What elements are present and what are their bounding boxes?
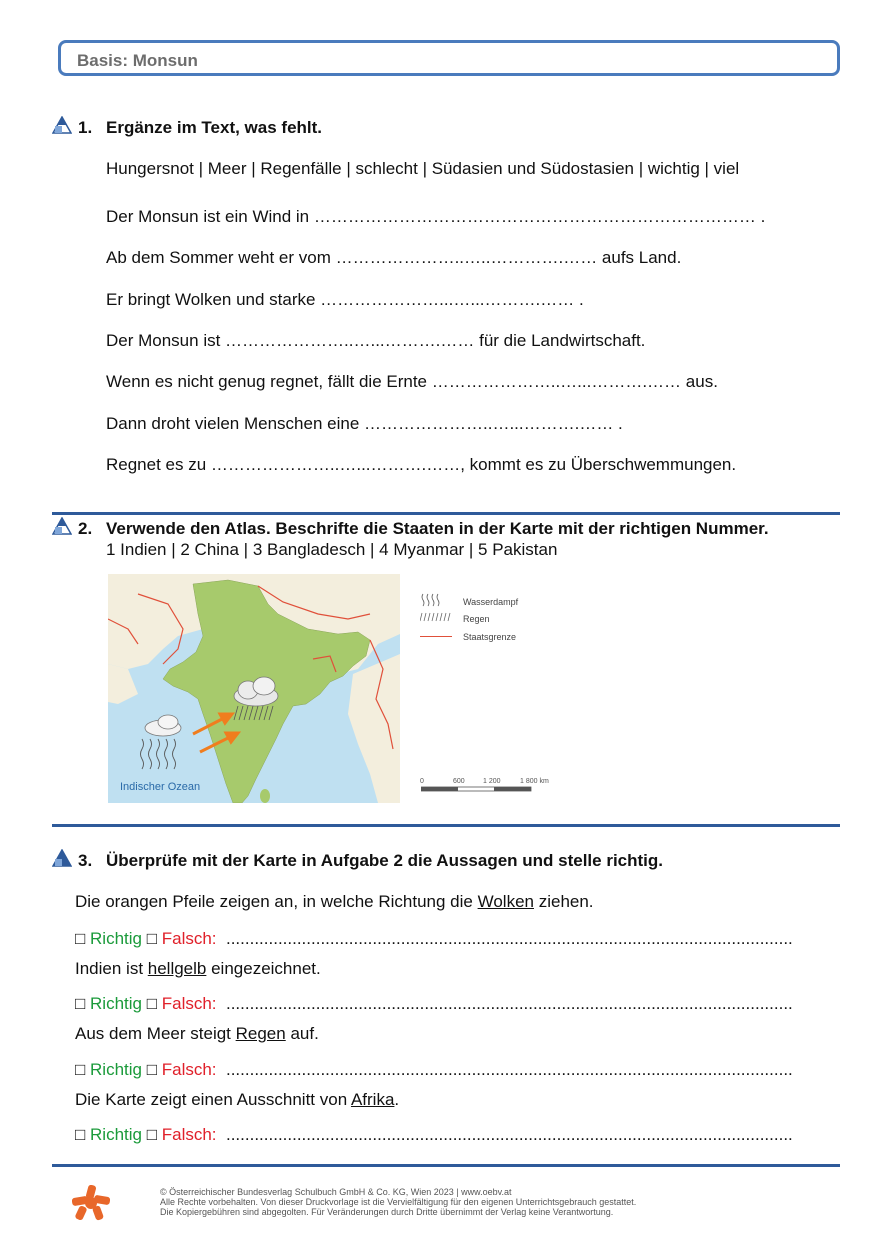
section-divider	[52, 1164, 840, 1167]
monsoon-map	[108, 574, 400, 803]
answer-line[interactable]: ........................................................................................................................	[225, 929, 793, 948]
legend-label: Staatsgrenze	[463, 632, 517, 642]
richtig-label: Richtig	[90, 929, 142, 948]
richtig-checkbox[interactable]: □	[75, 1125, 86, 1144]
falsch-label: Falsch:	[161, 1125, 217, 1144]
sentence-5: Wenn es nicht genug regnet, fällt die Ernte …………………..…...……….…… aus.	[106, 372, 718, 391]
task3-title: Überprüfe mit der Karte in Aufgabe 2 die Aussagen und stelle richtig.	[106, 851, 664, 870]
rain-legend-icon	[420, 612, 452, 622]
falsch-label: Falsch:	[161, 1060, 217, 1079]
ocean-label: Indischer Ozean	[120, 781, 201, 793]
task2-number: 2.	[78, 519, 93, 538]
sentence-7: Regnet es zu …………………..…...……….……, kommt es zu Überschwemmungen.	[106, 455, 737, 474]
water-vapor-legend-icon	[420, 592, 440, 608]
richtig-checkbox[interactable]: □	[75, 1060, 86, 1079]
scale-bar	[421, 786, 533, 792]
sentence-3: Er bringt Wolken und starke …………………...…...……….…… .	[106, 290, 584, 309]
falsch-label: Falsch:	[161, 929, 217, 948]
answer-row-2	[75, 994, 837, 1014]
country-options: 1 Indien | 2 China | 3 Bangladesch | 4 Myanmar | 5 Pakistan	[106, 540, 558, 559]
falsch-checkbox[interactable]: □	[146, 1125, 157, 1144]
richtig-label: Richtig	[90, 1125, 142, 1144]
sri-lanka-region	[260, 789, 270, 803]
scale-tick: 600	[453, 778, 465, 785]
section-divider	[52, 824, 840, 827]
richtig-checkbox[interactable]: □	[75, 994, 86, 1013]
task1-title: Ergänze im Text, was fehlt.	[106, 118, 323, 137]
legend-label: Regen	[463, 614, 490, 624]
richtig-label: Richtig	[90, 1060, 142, 1079]
falsch-checkbox[interactable]: □	[146, 1060, 157, 1079]
falsch-checkbox[interactable]: □	[146, 929, 157, 948]
page-title: Basis: Monsun	[77, 51, 198, 70]
statement-4: Die Karte zeigt einen Ausschnitt von Afrika.	[75, 1090, 400, 1109]
header-box	[58, 40, 840, 76]
publisher-logo-icon	[72, 1185, 110, 1221]
task2-title: Verwende den Atlas. Beschrifte die Staaten in der Karte mit der richtigen Nummer.	[106, 519, 769, 538]
answer-line[interactable]: ........................................................................................................................	[225, 1125, 793, 1144]
task3-number: 3.	[78, 851, 93, 870]
richtig-checkbox[interactable]: □	[75, 929, 86, 948]
statement-1: Die orangen Pfeile zeigen an, in welche Richtung die Wolken ziehen.	[75, 892, 594, 911]
falsch-checkbox[interactable]: □	[146, 994, 157, 1013]
sentence-6: Dann droht vielen Menschen eine …………………..…...……….…… .	[106, 414, 623, 433]
scale-tick: 1 200	[483, 778, 501, 785]
answer-row-1	[75, 929, 837, 949]
sentence-2: Ab dem Sommer weht er vom …………………..…..………….…… aufs Land.	[106, 248, 682, 267]
answer-row-3	[75, 1060, 837, 1080]
section-divider	[52, 512, 840, 515]
sentence-1: Der Monsun ist ein Wind in …………………………………………………………………… .	[106, 207, 766, 226]
scale-tick: 1 800 km	[520, 778, 549, 785]
answer-line[interactable]: ........................................................................................................................	[225, 1060, 793, 1079]
answer-row-4	[75, 1125, 837, 1145]
difficulty-icon	[52, 849, 72, 867]
statement-2: Indien ist hellgelb eingezeichnet.	[75, 959, 321, 978]
difficulty-icon	[52, 116, 72, 134]
falsch-label: Falsch:	[161, 994, 217, 1013]
task1-number: 1.	[78, 118, 93, 137]
legend-label: Wasserdampf	[463, 597, 519, 607]
scale-tick: 0	[420, 778, 424, 785]
statement-3: Aus dem Meer steigt Regen auf.	[75, 1024, 319, 1043]
difficulty-icon	[52, 517, 72, 535]
word-bank: Hungersnot | Meer | Regenfälle | schlecht | Südasien und Südostasien | wichtig | viel	[106, 159, 740, 178]
copyright-notice: © Österreichischer Bundesverlag Schulbuch GmbH & Co. KG, Wien 2023 | www.oebv.at Alle Rechte vorbehalten. Von dieser Druckvorlage ist die Vervielfältigung für den eigenen Unterrichtsgebrauch gestattet. Die Kopiergebühren sind abgegolten. Für Veränderungen durch Dritte übernimmt der Verlag keine Verantwortung.	[160, 1187, 637, 1217]
richtig-label: Richtig	[90, 994, 142, 1013]
sentence-4: Der Monsun ist …………………..…...……….…… für die Landwirtschaft.	[106, 331, 646, 350]
answer-line[interactable]: ........................................................................................................................	[225, 994, 793, 1013]
border-legend-icon	[420, 636, 452, 637]
